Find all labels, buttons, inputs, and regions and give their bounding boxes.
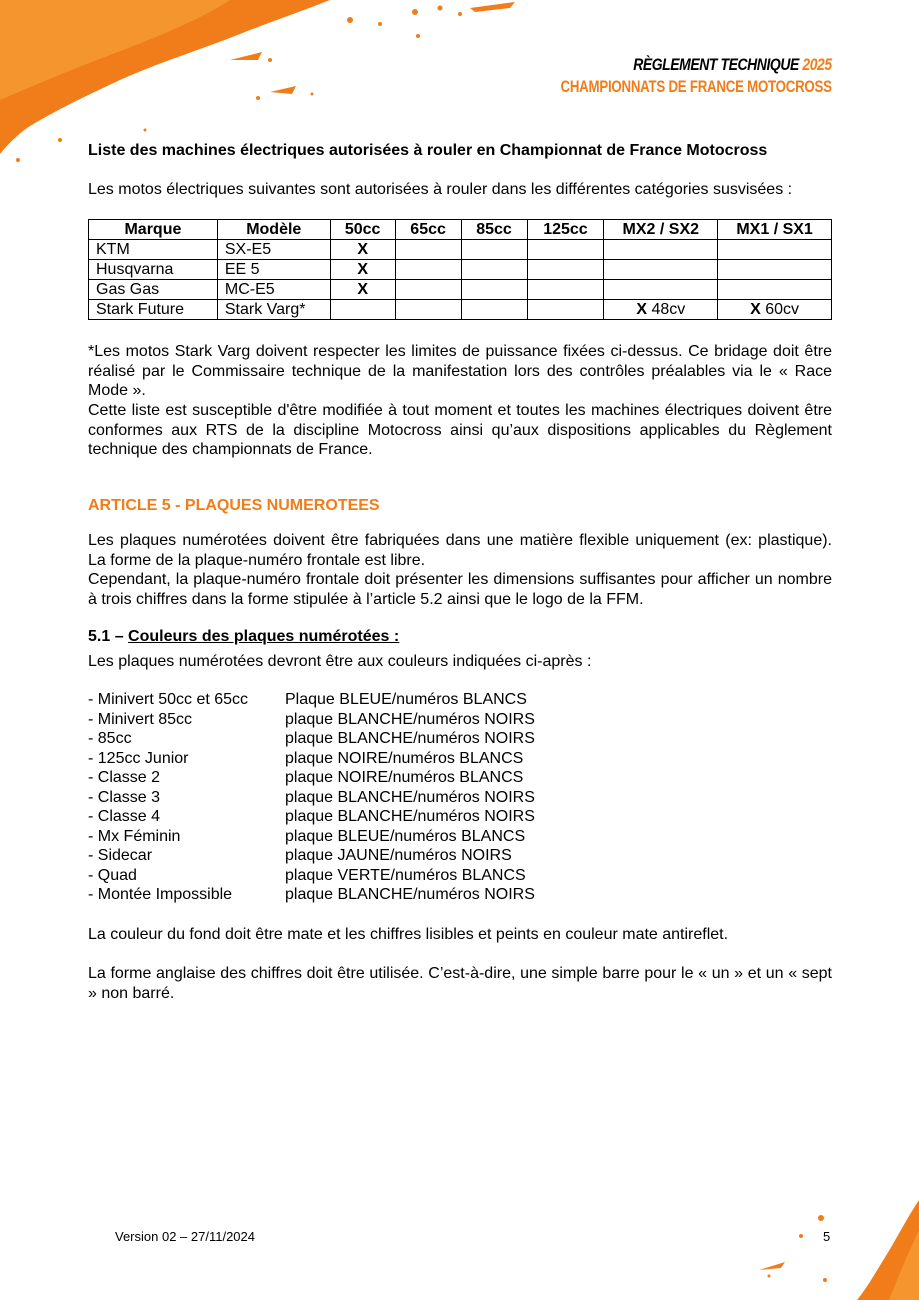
table-cell: EE 5 bbox=[217, 260, 330, 280]
paragraph-background-color: La couleur du fond doit être mate et les chiffres lisibles et peints en couleur mate antireflet. bbox=[88, 926, 729, 943]
table-cell bbox=[330, 300, 395, 320]
section-5-1-intro: Les plaques numérotées devront être aux couleurs indiquées ci-après : bbox=[88, 653, 592, 670]
table-cell bbox=[461, 240, 527, 260]
table-cell bbox=[527, 300, 604, 320]
table-cell bbox=[461, 300, 527, 320]
table-row bbox=[89, 260, 832, 280]
table-cell-mx1: X 60cv bbox=[718, 300, 832, 320]
table-header-cell: Modèle bbox=[217, 220, 330, 240]
table-cell bbox=[395, 240, 461, 260]
table-cell: KTM bbox=[89, 240, 218, 260]
table-cell bbox=[527, 240, 604, 260]
note-list-modifiable: Cette liste est susceptible d'être modifiée à tout moment et toutes les machines électriques doivent être conformes aux RTS de la discipline Motocross ainsi qu’aux dispositions applicables du Règlement technique des championnats de France. bbox=[88, 402, 832, 458]
table-cell bbox=[604, 280, 718, 300]
section-5-1-title bbox=[88, 628, 399, 646]
table-row bbox=[89, 240, 832, 260]
table-header-row bbox=[89, 220, 832, 240]
list-item-color: plaque BLANCHE/numéros NOIRS bbox=[285, 710, 535, 728]
table-header-cell: Marque bbox=[89, 220, 218, 240]
article-5-paragraph-2: Cependant, la plaque-numéro frontale doit présenter les dimensions suffisantes pour afficher un nombre à trois chiffres dans la forme stipulée à l’article 5.2 ainsi que le logo de la FFM. bbox=[88, 571, 832, 608]
table-cell bbox=[718, 280, 832, 300]
table-cell: Stark Future bbox=[89, 300, 218, 320]
list-item bbox=[88, 690, 535, 710]
list-item bbox=[88, 885, 535, 905]
table-cell bbox=[527, 260, 604, 280]
list-item bbox=[88, 729, 535, 749]
list-item-color: plaque JAUNE/numéros NOIRS bbox=[285, 847, 512, 864]
table-cell: X bbox=[330, 260, 395, 280]
list-item bbox=[88, 749, 535, 769]
list-item-color: plaque NOIRE/numéros BLANCS bbox=[285, 749, 524, 767]
header-year: 2025 bbox=[802, 55, 832, 74]
table-header-cell: 65cc bbox=[395, 220, 461, 240]
table-cell bbox=[461, 260, 527, 280]
list-item-category: - Quad bbox=[88, 866, 137, 884]
list-item-category: - Montée Impossible bbox=[88, 886, 233, 903]
table-cell-mx2: X 48cv bbox=[604, 300, 718, 320]
list-item-color: Plaque BLEUE/numéros BLANCS bbox=[285, 691, 527, 708]
table-cell: Gas Gas bbox=[89, 280, 218, 300]
header-subtitle: CHAMPIONNATS DE FRANCE MOTOCROSS bbox=[560, 76, 832, 96]
list-intro: Les motos électriques suivantes sont autorisées à rouler dans les différentes catégories susvisées : bbox=[88, 181, 793, 198]
table-row bbox=[89, 280, 832, 300]
list-item bbox=[88, 846, 535, 866]
table-row bbox=[89, 300, 832, 320]
header-title bbox=[547, 56, 832, 74]
list-title: Liste des machines électriques autorisées à rouler en Championnat de France Motocross bbox=[88, 142, 768, 159]
section-5-1-heading: Couleurs des plaques numérotées : bbox=[128, 628, 400, 645]
paragraph-digit-shape: La forme anglaise des chiffres doit être utilisée. C’est-à-dire, une simple barre pour le « un » et un « sept » non barré. bbox=[88, 965, 832, 1002]
table-cell: SX-E5 bbox=[217, 240, 330, 260]
table-cell bbox=[604, 240, 718, 260]
list-item bbox=[88, 807, 535, 827]
list-item-category: - 85cc bbox=[88, 730, 132, 747]
table-header-cell: 50cc bbox=[330, 220, 395, 240]
list-item-color: plaque BLANCHE/numéros NOIRS bbox=[285, 788, 535, 806]
list-item bbox=[88, 710, 535, 730]
list-item-color: plaque BLANCHE/numéros NOIRS bbox=[285, 886, 535, 903]
list-item-color: plaque NOIRE/numéros BLANCS bbox=[285, 769, 524, 786]
header-title-text: RÈGLEMENT TECHNIQUE bbox=[633, 55, 800, 74]
table-cell bbox=[395, 260, 461, 280]
footer-version: Version 02 – 27/11/2024 bbox=[115, 1229, 255, 1244]
list-item-category: - Mx Féminin bbox=[88, 827, 181, 845]
table-cell bbox=[395, 300, 461, 320]
page-number: 5 bbox=[823, 1229, 831, 1244]
table-header-cell: MX2 / SX2 bbox=[604, 220, 718, 240]
list-item-color: plaque BLANCHE/numéros NOIRS bbox=[285, 808, 535, 825]
list-item-category: - 125cc Junior bbox=[88, 749, 189, 767]
table-cell bbox=[527, 280, 604, 300]
list-item bbox=[88, 768, 535, 788]
table-header-cell: MX1 / SX1 bbox=[718, 220, 832, 240]
list-item-color: plaque BLEUE/numéros BLANCS bbox=[285, 827, 526, 845]
document-header bbox=[484, 56, 832, 96]
table-cell bbox=[604, 260, 718, 280]
machines-table bbox=[88, 219, 832, 320]
list-item-category: - Classe 4 bbox=[88, 808, 161, 825]
orange-splash-bottom-decoration bbox=[749, 1200, 919, 1300]
table-cell bbox=[718, 240, 832, 260]
article-5-paragraph-1: Les plaques numérotées doivent être fabriquées dans une matière flexible uniquement (ex: plastique). La forme de la plaque-numéro frontale est libre. bbox=[88, 532, 832, 569]
table-header-cell: 125cc bbox=[527, 220, 604, 240]
table-cell bbox=[461, 280, 527, 300]
list-item-category: - Classe 2 bbox=[88, 769, 161, 786]
table-cell: X bbox=[330, 240, 395, 260]
list-item bbox=[88, 827, 535, 847]
table-cell bbox=[395, 280, 461, 300]
table-cell bbox=[718, 260, 832, 280]
plate-colors-list bbox=[88, 690, 535, 905]
table-cell: Stark Varg* bbox=[217, 300, 330, 320]
table-cell: Husqvarna bbox=[89, 260, 218, 280]
list-item-category: - Classe 3 bbox=[88, 788, 161, 806]
table-cell: MC-E5 bbox=[217, 280, 330, 300]
list-item-category: - Sidecar bbox=[88, 847, 153, 864]
article-5-title: ARTICLE 5 - PLAQUES NUMEROTEES bbox=[88, 497, 380, 514]
list-item-color: plaque BLANCHE/numéros NOIRS bbox=[285, 730, 535, 747]
note-stark-varg: *Les motos Stark Varg doivent respecter les limites de puissance fixées ci-dessus. Ce bridage doit être réalisé par le Commissaire technique de la manifestation lors des contrôles préalables via le « Race Mode ». bbox=[88, 343, 832, 399]
list-item bbox=[88, 788, 535, 808]
section-5-1-number: 5.1 – bbox=[88, 628, 124, 645]
list-item bbox=[88, 866, 535, 886]
list-item-category: - Minivert 50cc et 65cc bbox=[88, 691, 249, 708]
table-header-cell: 85cc bbox=[461, 220, 527, 240]
list-item-category: - Minivert 85cc bbox=[88, 710, 193, 728]
table-cell: X bbox=[330, 280, 395, 300]
list-item-color: plaque VERTE/numéros BLANCS bbox=[285, 866, 526, 884]
